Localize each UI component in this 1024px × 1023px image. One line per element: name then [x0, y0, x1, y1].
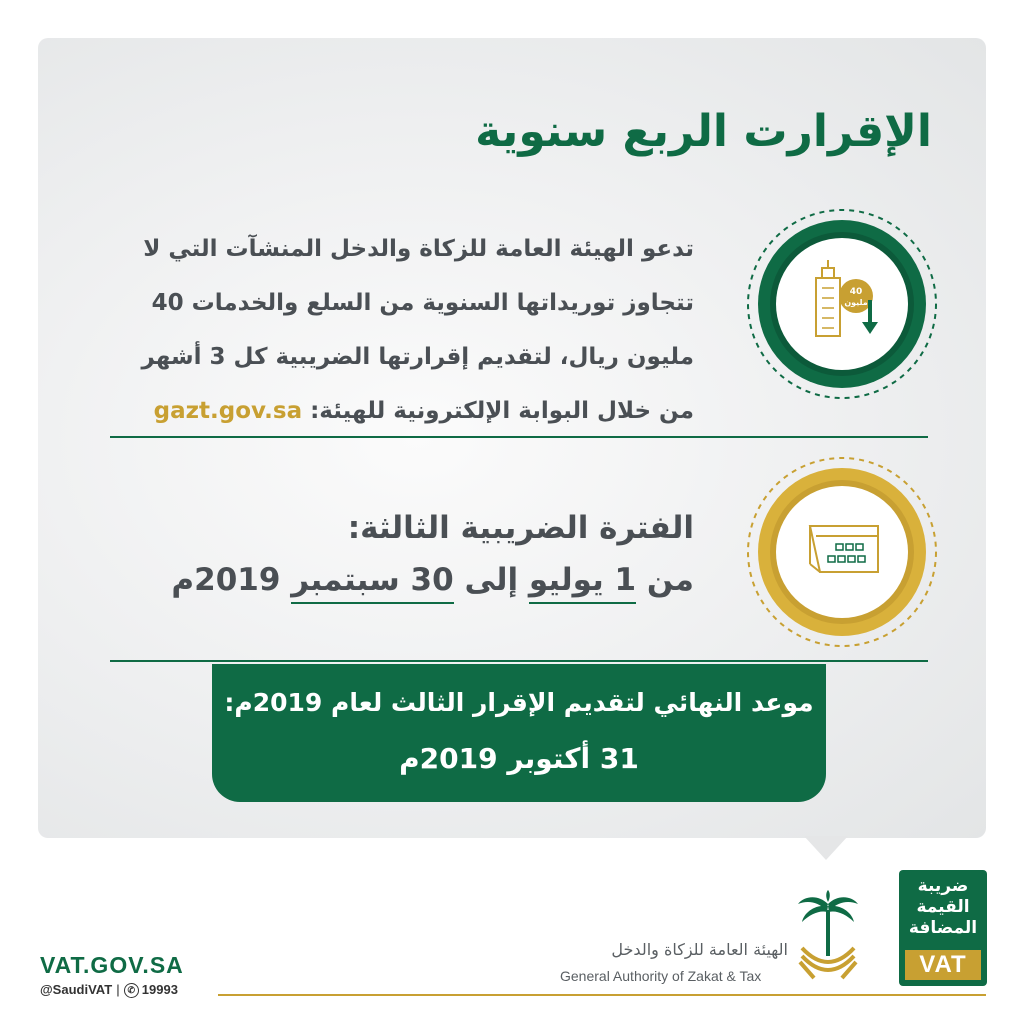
org-name-arabic: الهيئة العامة للزكاة والدخل	[611, 940, 788, 959]
footer-website-link[interactable]: VAT.GOV.SA	[40, 952, 184, 978]
palm-swords-logo-icon	[792, 890, 864, 986]
intro-line-4	[94, 384, 694, 438]
deadline-date: 31 أكتوبر 2019م	[399, 742, 639, 775]
divider-bottom	[110, 660, 928, 662]
badge-value: 40	[849, 287, 863, 297]
period-end-month: سبتمبر	[291, 562, 400, 598]
period-from-word: من	[646, 562, 694, 598]
period-start-month: يوليو	[528, 562, 604, 598]
period-start-day: 1	[614, 562, 637, 598]
page-title: الإقرارت الربع سنوية	[475, 106, 932, 157]
org-name-english: General Authority of Zakat & Tax	[560, 968, 762, 984]
vat-logo-arabic	[899, 876, 987, 939]
vat-logo-line-1: ضريبة	[917, 876, 969, 896]
period-end	[291, 562, 453, 604]
intro-line-4-text: من خلال البوابة الإلكترونية للهيئة:	[310, 398, 694, 424]
intro-line-3: مليون ريال، لتقديم إقرارتها الضريبية كل 3 أشهر	[141, 344, 694, 370]
twitter-handle[interactable]: @SaudiVAT	[40, 982, 113, 997]
intro-paragraph	[94, 222, 694, 438]
deadline-label: موعد النهائي لتقديم الإقرار الثالث لعام 2019م:	[224, 688, 814, 717]
divider-top	[110, 436, 928, 438]
card-pointer	[804, 836, 848, 860]
deadline-box	[212, 664, 826, 802]
period-to-word: إلى	[464, 562, 519, 598]
period-year: 2019م	[171, 562, 281, 598]
period-end-day: 30	[410, 562, 454, 598]
vat-logo-line-3: المضافة	[908, 918, 978, 938]
period-range	[171, 562, 694, 604]
period-label: الفترة الضريبية الثالثة:	[347, 510, 694, 546]
phone-icon: ✆	[124, 983, 139, 998]
phone-number[interactable]: 19993	[141, 982, 178, 997]
contact-separator: |	[116, 982, 120, 997]
badge-unit: مليون	[844, 298, 868, 307]
footer-contacts	[40, 982, 178, 998]
calendar-circle	[744, 454, 940, 650]
footer-gold-line	[218, 994, 986, 996]
period-start	[529, 562, 636, 604]
vat-logo-english: VAT	[905, 950, 981, 980]
building-circle	[744, 206, 940, 402]
vat-logo	[899, 870, 987, 986]
intro-line-1: تدعو الهيئة العامة للزكاة والدخل المنشآت التي لا	[143, 236, 694, 262]
gazt-link[interactable]: gazt.gov.sa	[153, 398, 303, 424]
intro-line-2: تتجاوز توريداتها السنوية من السلع والخدمات 40	[151, 290, 694, 316]
vat-logo-line-2: القيمة	[916, 897, 970, 917]
